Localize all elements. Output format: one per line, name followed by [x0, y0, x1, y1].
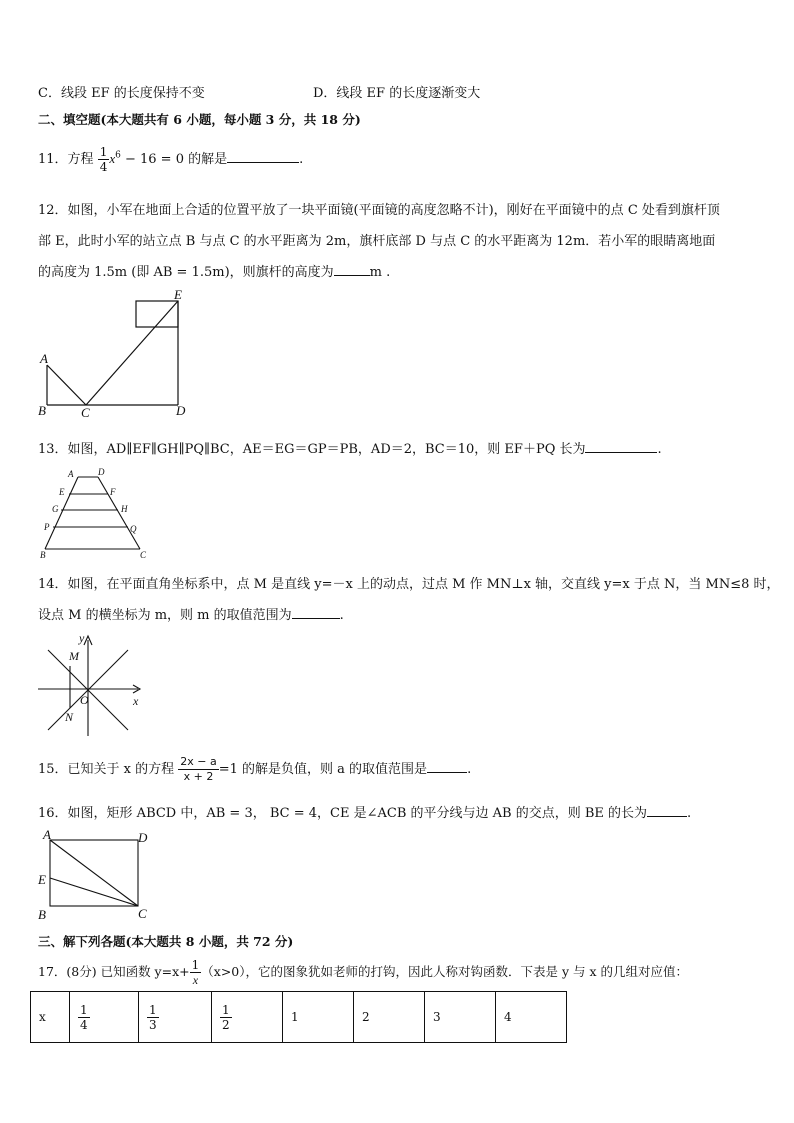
table-cell-fraction — [220, 1003, 232, 1032]
fig14-label-n: N — [65, 710, 74, 724]
fig14-label-y: y — [79, 631, 85, 645]
fig16-label-b: B — [38, 907, 46, 922]
fig16-label-e: E — [38, 872, 46, 887]
fig12-label-a: A — [40, 351, 48, 366]
table-cell-den: 4 — [80, 1017, 88, 1032]
fig16-label-d: D — [138, 830, 148, 845]
fig16-label-c: C — [138, 906, 147, 921]
q13-text: 13．如图，AD∥EF∥GH∥PQ∥BC，AE＝EG＝GP＝PB，AD＝2，BC＝10，则 EF＋PQ 长为 — [38, 442, 586, 457]
q12-line1: 12．如图，小军在地面上合适的位置平放了一块平面镜(平面镜的高度忽略不计)，刚好在平面镜中的点 C 处看到旗杆顶 — [38, 203, 720, 218]
question-16 — [38, 802, 691, 821]
table-cell: 4 — [496, 992, 567, 1043]
answer-blank-16[interactable] — [647, 804, 687, 817]
q11-var: x — [109, 151, 116, 166]
table-cell — [212, 992, 283, 1043]
table-header-x: x — [31, 992, 70, 1043]
q11-fraction — [98, 145, 110, 174]
q11-exp: 6 — [115, 150, 121, 161]
figure-q14 — [30, 630, 160, 745]
fig13-label-q: Q — [130, 524, 137, 534]
option-c: C．线段 EF 的长度保持不变 — [38, 86, 205, 101]
table-cell: 1 — [283, 992, 354, 1043]
option-d: D．线段 EF 的长度逐渐变大 — [313, 86, 481, 101]
q15-end: . — [467, 762, 472, 777]
fig14-label-m: M — [69, 649, 79, 663]
q14-line1: 14．如图，在平面直角坐标系中，点 M 是直线 y=－x 上的动点，过点 M 作 MN⊥x 轴，交直线 y=x 于点 N，当 MN≤8 时， — [38, 577, 780, 592]
table-cell-den: 3 — [149, 1017, 157, 1032]
fig13-label-b: B — [40, 550, 46, 560]
q13-end: . — [657, 442, 662, 457]
fig14-label-o: O — [80, 693, 89, 707]
fig13-label-h: H — [121, 504, 128, 514]
answer-blank-15[interactable] — [427, 760, 467, 773]
table-cell-num: 1 — [149, 1002, 157, 1017]
q15-prefix: 15．已知关于 x 的方程 — [38, 762, 175, 777]
q11-prefix: 11．方程 — [38, 152, 94, 167]
fig13-label-p: P — [44, 522, 50, 532]
fig13-label-g: G — [52, 504, 59, 514]
answer-blank-11[interactable] — [227, 150, 299, 163]
q17-num: 1 — [191, 958, 200, 972]
answer-blank-12[interactable] — [334, 263, 370, 276]
table-cell-fraction — [78, 1003, 90, 1032]
q11-end: . — [299, 152, 304, 167]
fig13-label-e: E — [59, 487, 65, 497]
q17-fraction — [190, 958, 202, 987]
fig12-label-b: B — [38, 403, 46, 418]
q14-line2 — [38, 604, 344, 623]
answer-blank-14[interactable] — [292, 606, 340, 619]
q12-line3-end: m . — [369, 265, 391, 280]
fig13-label-d: D — [98, 467, 105, 477]
q11-rest: − 16 = 0 的解是 — [120, 152, 228, 167]
table-cell-den: 2 — [222, 1017, 230, 1032]
section-title-solve: 三、解下列各题(本大题共 8 小题，共 72 分) — [38, 934, 294, 949]
q12-line2: 部 E，此时小军的站立点 B 与点 C 的水平距离为 2m，旗杆底部 D 与点 C 的水平距离为 12m．若小军的眼睛离地面 — [38, 234, 716, 249]
q16-text: 16．如图，矩形 ABCD 中，AB = 3， BC = 4，CE 是∠ACB 的平分线与边 AB 的交点，则 BE 的长为 — [38, 806, 648, 821]
q17-den: x — [192, 973, 199, 987]
table-cell-num: 1 — [222, 1002, 230, 1017]
q15-num: 2x − a — [180, 755, 217, 768]
table-row — [31, 992, 567, 1043]
figure-q12 — [30, 285, 210, 420]
table-cell-num: 1 — [80, 1002, 88, 1017]
q14-end: . — [339, 608, 344, 623]
q16-end: . — [687, 806, 692, 821]
table-cell-fraction — [147, 1003, 159, 1032]
fig12-label-e: E — [174, 287, 182, 302]
figure-q16 — [30, 826, 160, 926]
fig13-label-a: A — [68, 469, 74, 479]
table-cell: 3 — [425, 992, 496, 1043]
q15-den: x + 2 — [183, 770, 214, 783]
table-cell — [139, 992, 212, 1043]
question-13 — [38, 438, 662, 457]
q11-den: 4 — [99, 160, 108, 174]
q14-line2-text: 设点 M 的横坐标为 m，则 m 的取值范围为 — [38, 608, 292, 623]
question-15 — [38, 755, 471, 784]
q12-line3-text: 的高度为 1.5m (即 AB = 1.5m)，则旗杆的高度为 — [38, 265, 334, 280]
value-table — [30, 991, 567, 1043]
question-11 — [38, 145, 303, 174]
q11-num: 1 — [99, 145, 108, 159]
q15-fraction — [178, 755, 218, 784]
q17-prefix: 17．(8分) 已知函数 y=x+ — [38, 964, 190, 979]
fig12-label-c: C — [81, 405, 90, 420]
fig14-label-x: x — [133, 694, 139, 708]
fig13-label-f: F — [110, 487, 116, 497]
q12-line3 — [38, 261, 390, 280]
q17-rest: （x>0），它的图象犹如老师的打钩，因此人称对钩函数．下表是 y 与 x 的几组对应值： — [201, 964, 688, 979]
table-cell — [70, 992, 139, 1043]
fig16-label-a: A — [43, 827, 51, 842]
q15-rest: =1 的解是负值，则 a 的取值范围是 — [218, 762, 428, 777]
table-cell: 2 — [354, 992, 425, 1043]
answer-blank-13[interactable] — [585, 440, 657, 453]
fig13-label-c: C — [140, 550, 147, 560]
figure-q13 — [30, 465, 160, 560]
question-17 — [38, 958, 688, 987]
fig12-label-d: D — [176, 403, 186, 418]
section-title-fill-blank: 二、填空题(本大题共有 6 小题，每小题 3 分，共 18 分) — [38, 112, 361, 127]
